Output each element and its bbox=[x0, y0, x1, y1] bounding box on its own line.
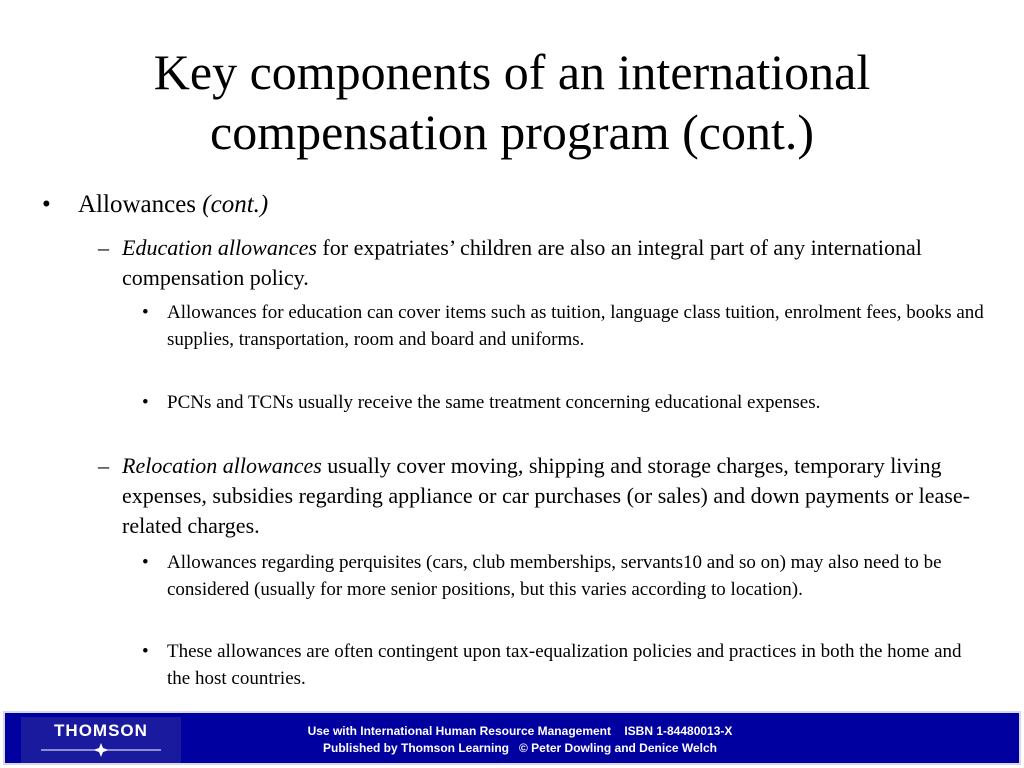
footer-credits bbox=[195, 723, 845, 757]
thomson-logo bbox=[21, 717, 181, 763]
footer-line-1: Use with International Human Resource Management ISBN 1-84480013-X bbox=[307, 724, 733, 738]
detail-education-items: Allowances for education can cover items such as tuition, language class tuition, enrolment fees, books and supplies, transportation, room and board and uniforms. bbox=[167, 302, 984, 350]
dash-marker: – bbox=[98, 453, 109, 478]
bullet-marker: • bbox=[42, 191, 51, 218]
footer-line-2: Published by Thomson Learning © Peter Dowling and Denice Welch bbox=[322, 741, 717, 755]
footer-bar bbox=[3, 711, 1021, 765]
logo-text: THOMSON bbox=[54, 721, 148, 740]
star-icon bbox=[41, 743, 161, 757]
bullet-italic: (cont.) bbox=[202, 191, 269, 218]
subbullet-education bbox=[122, 233, 990, 293]
title-line-2: compensation program (cont.) bbox=[210, 104, 814, 160]
bullet-text: Allowances bbox=[78, 191, 203, 218]
bullet-marker: • bbox=[142, 552, 149, 573]
subbullet-text: usually cover moving, shipping and storage charges, temporary living expenses, subsidies regarding appliance or car purchases (or sales) and down payments or lease-related charges. bbox=[122, 453, 970, 538]
detail-pcn-tcn: PCNs and TCNs usually receive the same treatment concerning educational expenses. bbox=[167, 392, 821, 413]
bullet-marker: • bbox=[142, 392, 149, 413]
bullet-marker: • bbox=[142, 641, 149, 662]
subbullet-relocation bbox=[122, 451, 990, 541]
subbullet-italic: Relocation allowances bbox=[122, 453, 322, 478]
detail-tax-equalization: These allowances are often contingent upon tax-equalization policies and practices in both the home and the host countries. bbox=[167, 641, 962, 689]
title-line-1: Key components of an international bbox=[153, 44, 871, 100]
bullet-allowances bbox=[78, 190, 978, 220]
bullet-marker: • bbox=[142, 302, 149, 323]
subbullet-italic: Education allowances bbox=[122, 235, 317, 260]
footer bbox=[0, 708, 1024, 768]
dash-marker: – bbox=[98, 235, 109, 260]
slide-title bbox=[40, 42, 984, 162]
subbullet-text: for expatriates’ children are also an integral part of any international compensation policy. bbox=[122, 235, 922, 290]
detail-perquisites: Allowances regarding perquisites (cars, club memberships, servants10 and so on) may also need to be considered (usually for more senior positions, but this varies according to location). bbox=[167, 552, 942, 600]
